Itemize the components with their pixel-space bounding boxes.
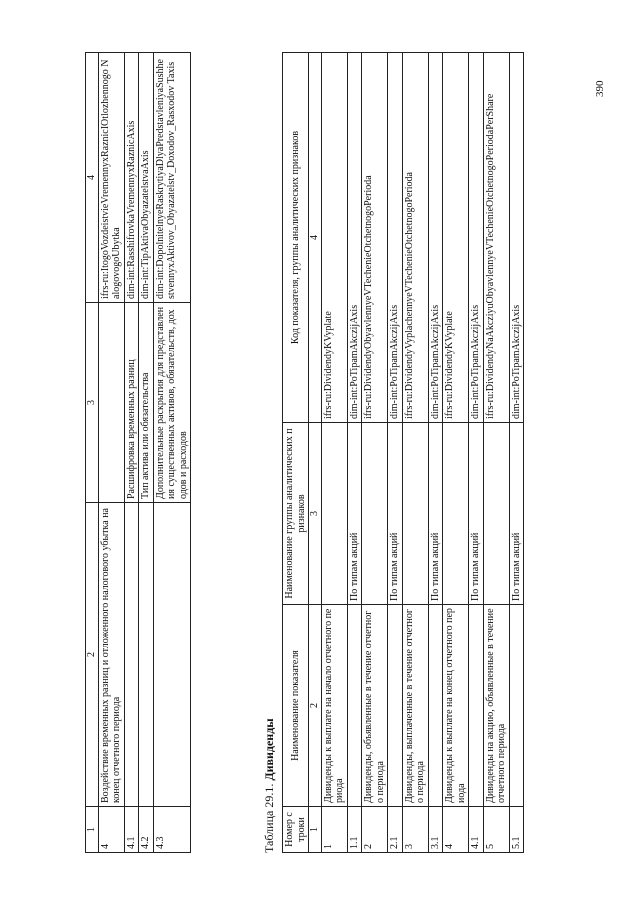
column-index: 2 [86, 503, 99, 807]
indicator-name: Дивиденды на акцию, объявленные в течение отчетного периода [483, 605, 509, 807]
row-number: 1 [321, 807, 347, 853]
group-name: По типам акций [469, 423, 484, 605]
table-row [483, 53, 509, 853]
indicator-name [139, 503, 154, 807]
column-index: 4 [309, 53, 322, 423]
group-name: По типам акций [428, 423, 443, 605]
group-name: По типам акций [509, 423, 524, 605]
indicator-code: ifrs-ru:DividendyKVyplate [443, 53, 469, 423]
indicator-code: dim-int:TipAktivaObyazatelstvaAxis [139, 53, 154, 303]
row-number: 3.1 [428, 807, 443, 853]
row-number: 4.3 [153, 807, 191, 853]
table-row [139, 53, 154, 853]
table-row [124, 53, 139, 853]
indicator-name: Дивиденды к выплате на конец отчетного периода [443, 605, 469, 807]
indicator-code: ifrs-ru:DividendyNaAkcziyuObyavlennyeVTechenieOtchetnogoPeriodaPerShare [483, 53, 509, 423]
header-group-name: Наименование группы аналитических признаков [283, 423, 309, 605]
indicator-name [428, 605, 443, 807]
row-number: 3 [402, 807, 428, 853]
group-name: Тип актива или обязательства [139, 303, 154, 503]
group-name [98, 303, 124, 503]
row-number: 4 [98, 807, 124, 853]
indicator-name [347, 605, 362, 807]
table-row [347, 53, 362, 853]
column-index: 2 [309, 605, 322, 807]
indicator-code: dim-int:RasshifrovkaVremennyxRaznicAxis [124, 53, 139, 303]
column-index: 4 [86, 53, 99, 303]
column-index: 3 [86, 303, 99, 503]
group-name [321, 423, 347, 605]
group-name: По типам акций [347, 423, 362, 605]
table-row [469, 53, 484, 853]
row-number: 5.1 [509, 807, 524, 853]
table-row [443, 53, 469, 853]
indicator-code: dim-int:PoTipamAkczijAxis [347, 53, 362, 423]
indicator-code: ifrs-ru:DividendyObyavlennyeVTechenieOtchetnogoPerioda [362, 53, 388, 423]
table-row [321, 53, 347, 853]
indicator-name [509, 605, 524, 807]
group-name: Расшифровка временных разниц [124, 303, 139, 503]
row-number: 2 [362, 807, 388, 853]
column-index-row [309, 53, 322, 853]
indicator-code: dim-int:PoTipamAkczijAxis [428, 53, 443, 423]
indicator-name: Дивиденды, объявленные в течение отчетного периода [362, 605, 388, 807]
indicator-name [388, 605, 403, 807]
header-code: Код показателя, группы аналитических признаков [283, 53, 309, 423]
indicator-code: ifrs-ru:DividendyVyplachennyeVTechenieOtchetnogoPerioda [402, 53, 428, 423]
group-name [443, 423, 469, 605]
header-indicator-name: Наименование показателя [283, 605, 309, 807]
indicator-code: dim-int:PoTipamAkczijAxis [469, 53, 484, 423]
indicator-code: dim-int:PoTipamAkczijAxis [509, 53, 524, 423]
table-row [153, 53, 191, 853]
table-header-row [283, 53, 309, 853]
column-index-row [86, 53, 99, 853]
page-number: 390 [594, 80, 606, 97]
column-index: 3 [309, 423, 322, 605]
group-name [402, 423, 428, 605]
group-name: По типам акций [388, 423, 403, 605]
indicator-name: Дивиденды, выплаченные в течение отчетного периода [402, 605, 428, 807]
row-number: 4.1 [124, 807, 139, 853]
row-number: 4 [443, 807, 469, 853]
caption-title: Дивиденды [262, 718, 276, 781]
table-row [428, 53, 443, 853]
group-name: Дополнительные раскрытия для представления существенных активов, обязательств, доходов и расходов [153, 303, 191, 503]
table-row [388, 53, 403, 853]
indicator-name: Воздействие временных разниц и отложенного налогового убытка на конец отчетного периода [98, 503, 124, 807]
column-index: 1 [86, 807, 99, 853]
table-deferred-tax [85, 52, 191, 853]
table-row [402, 53, 428, 853]
indicator-name [469, 605, 484, 807]
table-dividends [282, 52, 524, 853]
table-row [509, 53, 524, 853]
row-number: 4.2 [139, 807, 154, 853]
indicator-name [124, 503, 139, 807]
header-row-number: Номер строки [283, 807, 309, 853]
indicator-code: dim-int:DopolnitelnyeRaskrytiyaDlyaPredstavleniyaSushhestvennyxAktivov_Obyazatelstv_Doxodov_Rasxodov Taxis [153, 53, 191, 303]
column-index: 1 [309, 807, 322, 853]
indicator-name [153, 503, 191, 807]
row-number: 4.1 [469, 807, 484, 853]
row-number: 2.1 [388, 807, 403, 853]
row-number: 5 [483, 807, 509, 853]
table-caption [262, 718, 277, 853]
table-row [98, 53, 124, 853]
caption-prefix: Таблица 29.1. [262, 783, 276, 853]
indicator-code: ifrs-ru:ItogoVozdeistvieVremennyxRaznicIOtlozhennogo NalogovogoUbytka [98, 53, 124, 303]
table-row [362, 53, 388, 853]
group-name [362, 423, 388, 605]
indicator-code: ifrs-ru:DividendyKVyplate [321, 53, 347, 423]
indicator-code: dim-int:PoTipamAkczijAxis [388, 53, 403, 423]
row-number: 1.1 [347, 807, 362, 853]
indicator-name: Дивиденды к выплате на начало отчетного периода [321, 605, 347, 807]
group-name [483, 423, 509, 605]
